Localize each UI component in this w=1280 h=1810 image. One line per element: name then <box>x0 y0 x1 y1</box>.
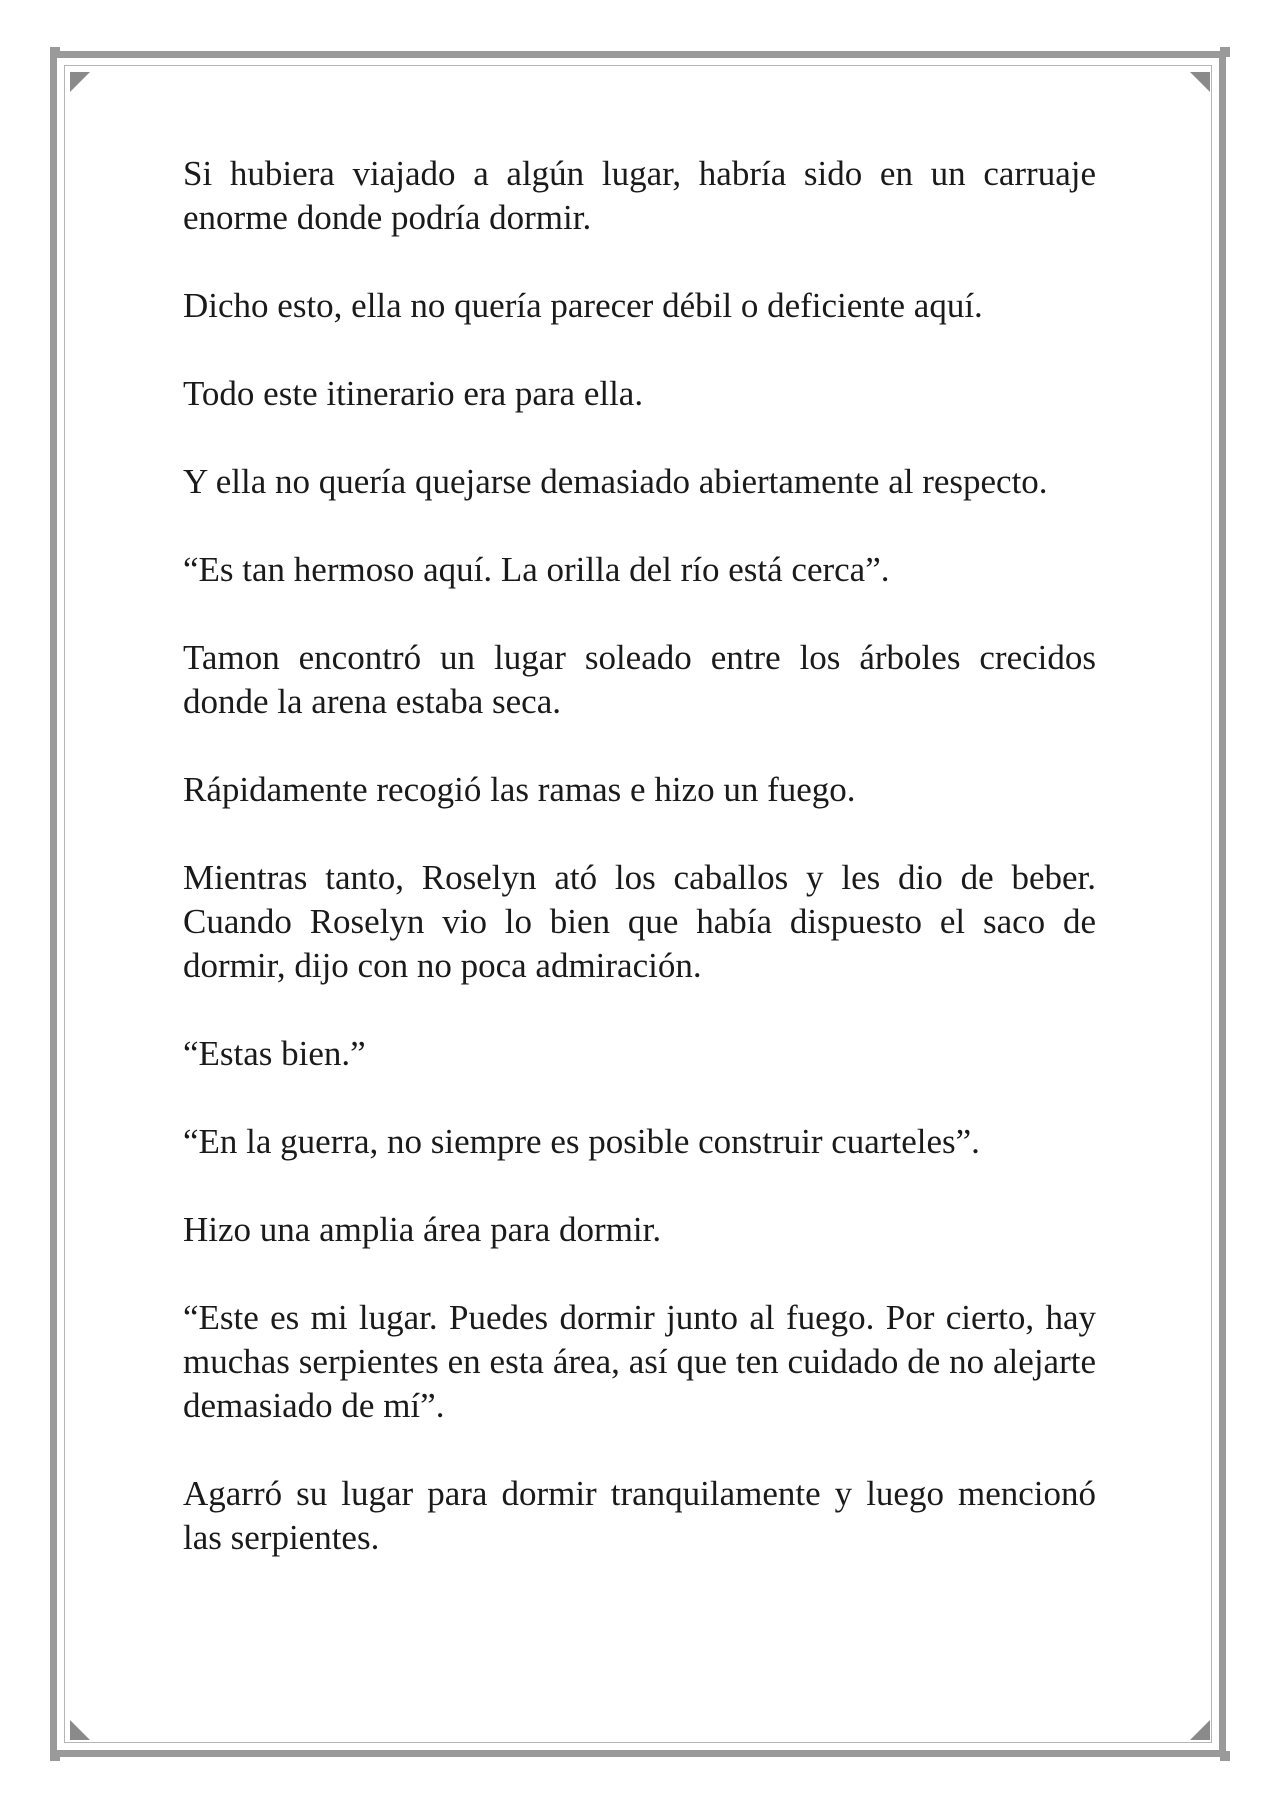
corner-triangle-bottom-right <box>1190 1720 1210 1740</box>
corner-ornament-top-left <box>50 47 60 57</box>
corner-triangle-bottom-left <box>70 1720 90 1740</box>
corner-ornament-bottom-left <box>50 1751 60 1761</box>
paragraph: Si hubiera viajado a algún lugar, habría sido en un carruaje enorme donde podría dormir. <box>183 154 1096 237</box>
page-text-body <box>183 152 1096 1604</box>
paragraph: Tamon encontró un lugar soleado entre los árboles crecidos donde la arena estaba seca. <box>183 638 1096 721</box>
paragraph: Y ella no quería quejarse demasiado abiertamente al respecto. <box>183 462 1048 501</box>
corner-triangle-top-right <box>1190 72 1210 92</box>
corner-ornament-bottom-right <box>1220 1751 1230 1761</box>
corner-ornament-top-right <box>1220 47 1230 57</box>
paragraph: Hizo una amplia área para dormir. <box>183 1210 662 1249</box>
corner-triangle-top-left <box>70 72 90 92</box>
paragraph: Mientras tanto, Roselyn ató los caballos y les dio de beber. Cuando Roselyn vio lo bien que había dispuesto el saco de dormir, dijo con no poca admiración. <box>183 858 1096 985</box>
paragraph: Todo este itinerario era para ella. <box>183 374 644 413</box>
paragraph: Rápidamente recogió las ramas e hizo un fuego. <box>183 770 856 809</box>
paragraph: “Estas bien.” <box>183 1034 366 1073</box>
paragraph: “En la guerra, no siempre es posible construir cuarteles”. <box>183 1122 980 1161</box>
paragraph: “Es tan hermoso aquí. La orilla del río está cerca”. <box>183 550 890 589</box>
paragraph: Dicho esto, ella no quería parecer débil o deficiente aquí. <box>183 286 983 325</box>
paragraph: “Este es mi lugar. Puedes dormir junto al fuego. Por cierto, hay muchas serpientes en esta área, así que ten cuidado de no alejarte demasiado de mí”. <box>183 1298 1096 1425</box>
paragraph: Agarró su lugar para dormir tranquilamente y luego mencionó las serpientes. <box>183 1474 1096 1557</box>
